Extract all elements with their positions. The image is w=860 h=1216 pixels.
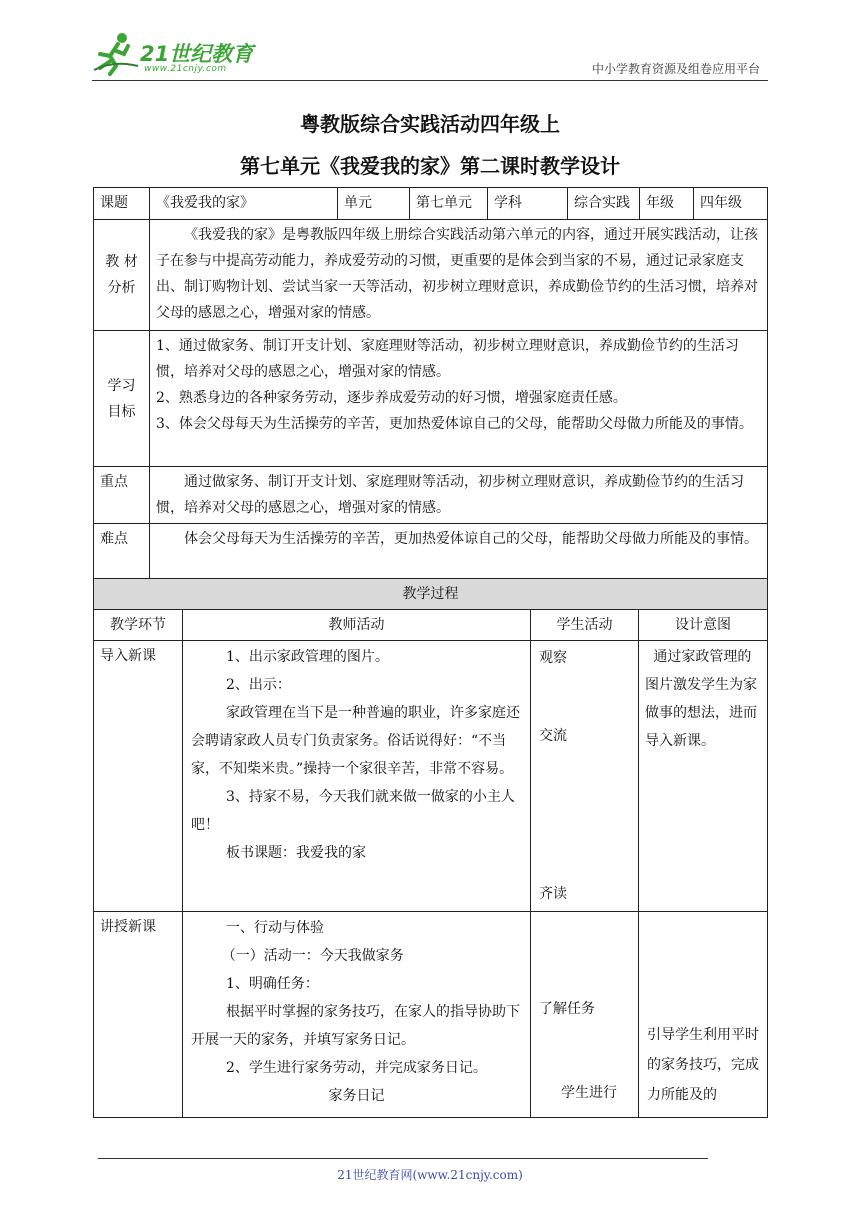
site-logo[interactable]: [92, 30, 262, 78]
document-title: 粤教版综合实践活动四年级上: [300, 112, 560, 136]
student-activity: 交流: [539, 728, 567, 744]
lesson-stage: 讲授新课: [94, 912, 183, 1118]
goal-item: 1、通过做家务、制订开支计划、家庭理财等活动，初步树立理财意识，养成勤俭节约的生活习惯，培养对父母的感恩之心，增强对家的情感。: [156, 338, 739, 380]
goal-item: 2、熟悉身边的各种家务劳动，逐步养成爱劳动的好习惯，增强家庭责任感。: [156, 390, 627, 406]
material-text: 《我爱我的家》是粤教版四年级上册综合实践活动第六单元的内容，通过开展实践活动，让孩子在参与中提高劳动能力，养成爱劳动的习惯，更重要的是体会到当家的不易，通过记录家庭支出、制订购物计划、尝试当家一天等活动，初步树立理财意识，养成勤俭节约的生活习惯，培养对父母的感恩之心，增强对家的情感。: [150, 220, 768, 331]
intro-teacher-line: 板书课题：我爱我的家: [226, 845, 366, 861]
info-row-material: [94, 220, 768, 331]
footer-link[interactable]: 21世纪教育网(www.21cnjy.com): [337, 1168, 523, 1182]
intro-teacher: [183, 641, 531, 912]
intro-teacher-line: 1、出示家政管理的图片。: [226, 649, 389, 665]
process-heading-row: [94, 579, 768, 610]
subject-label: 学科: [488, 188, 568, 220]
info-row-goals: [94, 331, 768, 467]
key-label: 重点: [94, 467, 150, 524]
column-intent: 设计意图: [639, 610, 768, 641]
process-row-intro: [94, 641, 768, 912]
info-row-difficulty: [94, 524, 768, 580]
subject-value: 综合实践: [568, 188, 640, 220]
page-header: [92, 30, 768, 82]
process-row-lesson: [94, 912, 768, 1118]
info-row-basic: [94, 188, 768, 220]
difficulty-label: 难点: [94, 524, 150, 580]
unit-value: 第七单元: [410, 188, 488, 220]
process-heading: 教学过程: [94, 579, 768, 610]
lesson-teacher-line: 1、明确任务：: [226, 976, 319, 992]
logo-name: 21世纪教育: [140, 42, 254, 66]
info-row-key: [94, 467, 768, 524]
student-activity: 了解任务: [539, 1001, 595, 1017]
lesson-student: [531, 912, 639, 1118]
lesson-intent-text: 引导学生利用平时的家务技巧，完成力所能及的: [647, 1027, 759, 1103]
topic-value: 《我爱我的家》: [150, 188, 338, 220]
intro-intent: 通过家政管理的图片激发学生为家做事的想法，进而导入新课。: [639, 641, 768, 912]
lesson-teacher-line: 一、行动与体验: [226, 920, 324, 936]
lesson-intent: [639, 912, 768, 1118]
document-subtitle: 第七单元《我爱我的家》第二课时教学设计: [240, 154, 620, 178]
lesson-teacher-line: 根据平时掌握的家务技巧，在家人的指导协助下开展一天的家务，并填写家务日记。: [191, 1004, 520, 1048]
intro-teacher-line: 2、出示：: [226, 677, 291, 693]
grade-label: 年级: [640, 188, 694, 220]
student-activity: 齐读: [539, 886, 567, 902]
lesson-teacher-line: 家务日记: [328, 1088, 385, 1104]
lesson-teacher-line: （一）活动一：今天我做家务: [221, 948, 404, 964]
key-text: 通过做家务、制订开支计划、家庭理财等活动，初步树立理财意识，养成勤俭节约的生活习惯，培养对父母的感恩之心，增强对家的情感。: [150, 467, 768, 524]
header-divider: [92, 80, 768, 81]
runner-icon: [92, 30, 142, 76]
student-activity: 观察: [539, 650, 567, 666]
column-teacher: 教师活动: [183, 610, 531, 641]
teaching-process-table: [93, 578, 768, 1118]
process-columns-row: [94, 610, 768, 641]
lesson-teacher-line: 2、学生进行家务劳动，并完成家务日记。: [226, 1060, 487, 1076]
intro-student: [531, 641, 639, 912]
material-label: 教 材 分析: [94, 220, 150, 331]
intro-stage: 导入新课: [94, 641, 183, 912]
site-label: 中小学教育资源及组卷应用平台: [591, 62, 760, 76]
goal-item: 3、体会父母每天为生活操劳的辛苦，更加热爱体谅自己的父母，能帮助父母做力所能及的事情。: [156, 416, 753, 432]
goals-list: [150, 331, 768, 467]
grade-value: 四年级: [694, 188, 768, 220]
intro-teacher-line: 家政管理在当下是一种普遍的职业，许多家庭还会聘请家政人员专门负责家务。俗话说得好：“不当家，不知柴米贵。”操持一个家很辛苦，非常不容易。: [191, 705, 520, 777]
unit-label: 单元: [338, 188, 410, 220]
topic-label: 课题: [94, 188, 150, 220]
logo-url: www.21cnjy.com: [144, 64, 227, 74]
lesson-teacher: [183, 912, 531, 1118]
column-stage: 教学环节: [94, 610, 183, 641]
column-student: 学生活动: [531, 610, 639, 641]
goals-label: 学习 目标: [94, 331, 150, 467]
intro-teacher-line: 3、持家不易，今天我们就来做一做家的小主人吧！: [191, 789, 515, 833]
footer-divider: [98, 1158, 708, 1159]
difficulty-text: 体会父母每天为生活操劳的辛苦，更加热爱体谅自己的父母，能帮助父母做力所能及的事情。: [150, 524, 768, 580]
lesson-info-table: [93, 187, 768, 580]
student-activity: 学生进行: [561, 1085, 617, 1101]
